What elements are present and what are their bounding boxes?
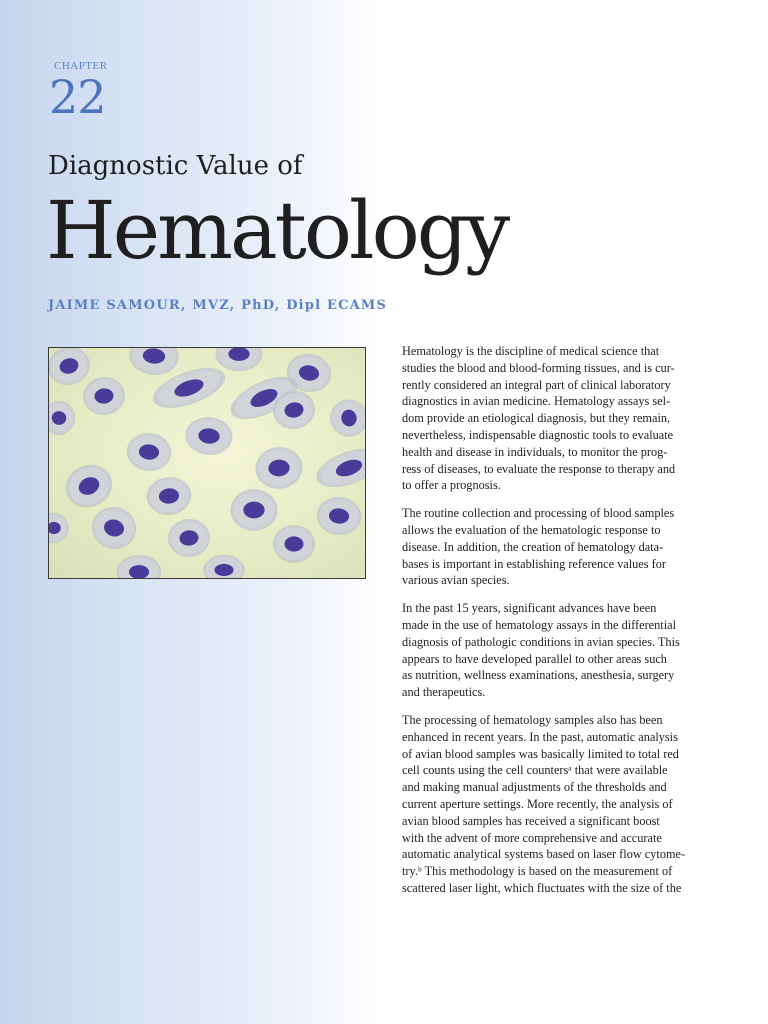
red-blood-cell	[327, 396, 365, 439]
title-prefix: Diagnostic Value of	[48, 151, 303, 181]
text-line: current aperture settings. More recently, the analysis of	[402, 796, 673, 811]
text-line: studies the blood and blood-forming tissues, and is cur-	[402, 360, 675, 375]
red-blood-cell	[254, 445, 305, 491]
text-line: and therapeutics.	[402, 685, 486, 700]
text-line: various avian species.	[402, 573, 510, 588]
red-blood-cell	[81, 375, 126, 417]
text-line: and making manual adjustments of the thresholds and	[402, 780, 667, 795]
text-line: as nutrition, wellness examinations, anesthesia, surgery	[402, 668, 675, 683]
text-line: to offer a prognosis.	[402, 478, 501, 493]
red-blood-cell	[203, 555, 245, 578]
text-line: enhanced in recent years. In the past, automatic analysis	[402, 729, 678, 744]
text-line: health and disease in individuals, to monitor the prog-	[402, 444, 668, 459]
body-text	[402, 343, 720, 908]
red-blood-cell	[49, 398, 78, 437]
text-line: automatic analytical systems based on laser flow cytome-	[402, 847, 686, 862]
text-line: ress of diseases, to evaluate the response to therapy and	[402, 461, 676, 476]
text-line: The processing of hematology samples also has been	[402, 712, 663, 727]
text-line: Hematology is the discipline of medical science that	[402, 344, 660, 358]
red-blood-cell	[273, 525, 315, 563]
red-blood-cell	[184, 415, 234, 457]
text-line: diagnostics in avian medicine. Hematology assays sel-	[402, 394, 671, 409]
red-blood-cell	[117, 555, 162, 578]
text-line: rently considered an integral part of clinical laboratory	[402, 377, 671, 392]
body-paragraph	[402, 343, 720, 494]
chapter-label: CHAPTER	[54, 60, 108, 72]
red-blood-cell	[311, 441, 365, 495]
text-line: dom provide an etiological diagnosis, but they remain,	[402, 411, 671, 426]
text-line: allows the evaluation of the hematologic response to	[402, 522, 661, 537]
red-blood-cell	[49, 513, 69, 543]
text-line: of avian blood samples was basically limited to total red	[402, 746, 679, 761]
chapter-title: Hematology	[46, 184, 508, 277]
text-line: diagnosis of pathologic conditions in avian species. This	[402, 634, 680, 649]
red-blood-cell	[166, 517, 211, 559]
red-blood-cell	[59, 457, 119, 515]
text-line: cell counts using the cell countersᵃ that were available	[402, 763, 668, 778]
text-line: with the advent of more comprehensive and accurate	[402, 830, 662, 845]
red-blood-cell	[315, 495, 363, 537]
red-blood-cell	[128, 348, 181, 377]
text-line: appears to have developed parallel to other areas such	[402, 651, 667, 666]
chapter-number: 22	[49, 70, 106, 124]
text-line: The routine collection and processing of blood samples	[402, 506, 675, 521]
text-line: nevertheless, indispensable diagnostic tools to evaluate	[402, 427, 674, 442]
body-paragraph	[402, 712, 720, 897]
red-blood-cell	[125, 431, 173, 473]
body-paragraph	[402, 600, 720, 701]
blood-smear-figure	[48, 347, 366, 579]
text-line: In the past 15 years, significant advances have been	[402, 601, 657, 616]
red-blood-cell	[49, 348, 94, 390]
body-paragraph	[402, 505, 720, 589]
red-blood-cell	[87, 502, 141, 554]
text-line: disease. In addition, the creation of hematology data-	[402, 539, 664, 554]
author-line: JAIME SAMOUR, MVZ, PhD, Dipl ECAMS	[48, 298, 388, 313]
text-line: made in the use of hematology assays in the differential	[402, 617, 676, 632]
red-blood-cell	[230, 489, 277, 531]
text-line: scattered laser light, which fluctuates with the size of the	[402, 880, 682, 895]
blood-smear-image	[49, 348, 365, 578]
text-line: avian blood samples has received a significant boost	[402, 813, 660, 828]
red-blood-cell	[145, 475, 193, 517]
text-line: bases is important in establishing reference values for	[402, 556, 666, 571]
red-blood-cell	[215, 348, 262, 371]
text-line: try.ᵇ This methodology is based on the measurement of	[402, 864, 673, 879]
